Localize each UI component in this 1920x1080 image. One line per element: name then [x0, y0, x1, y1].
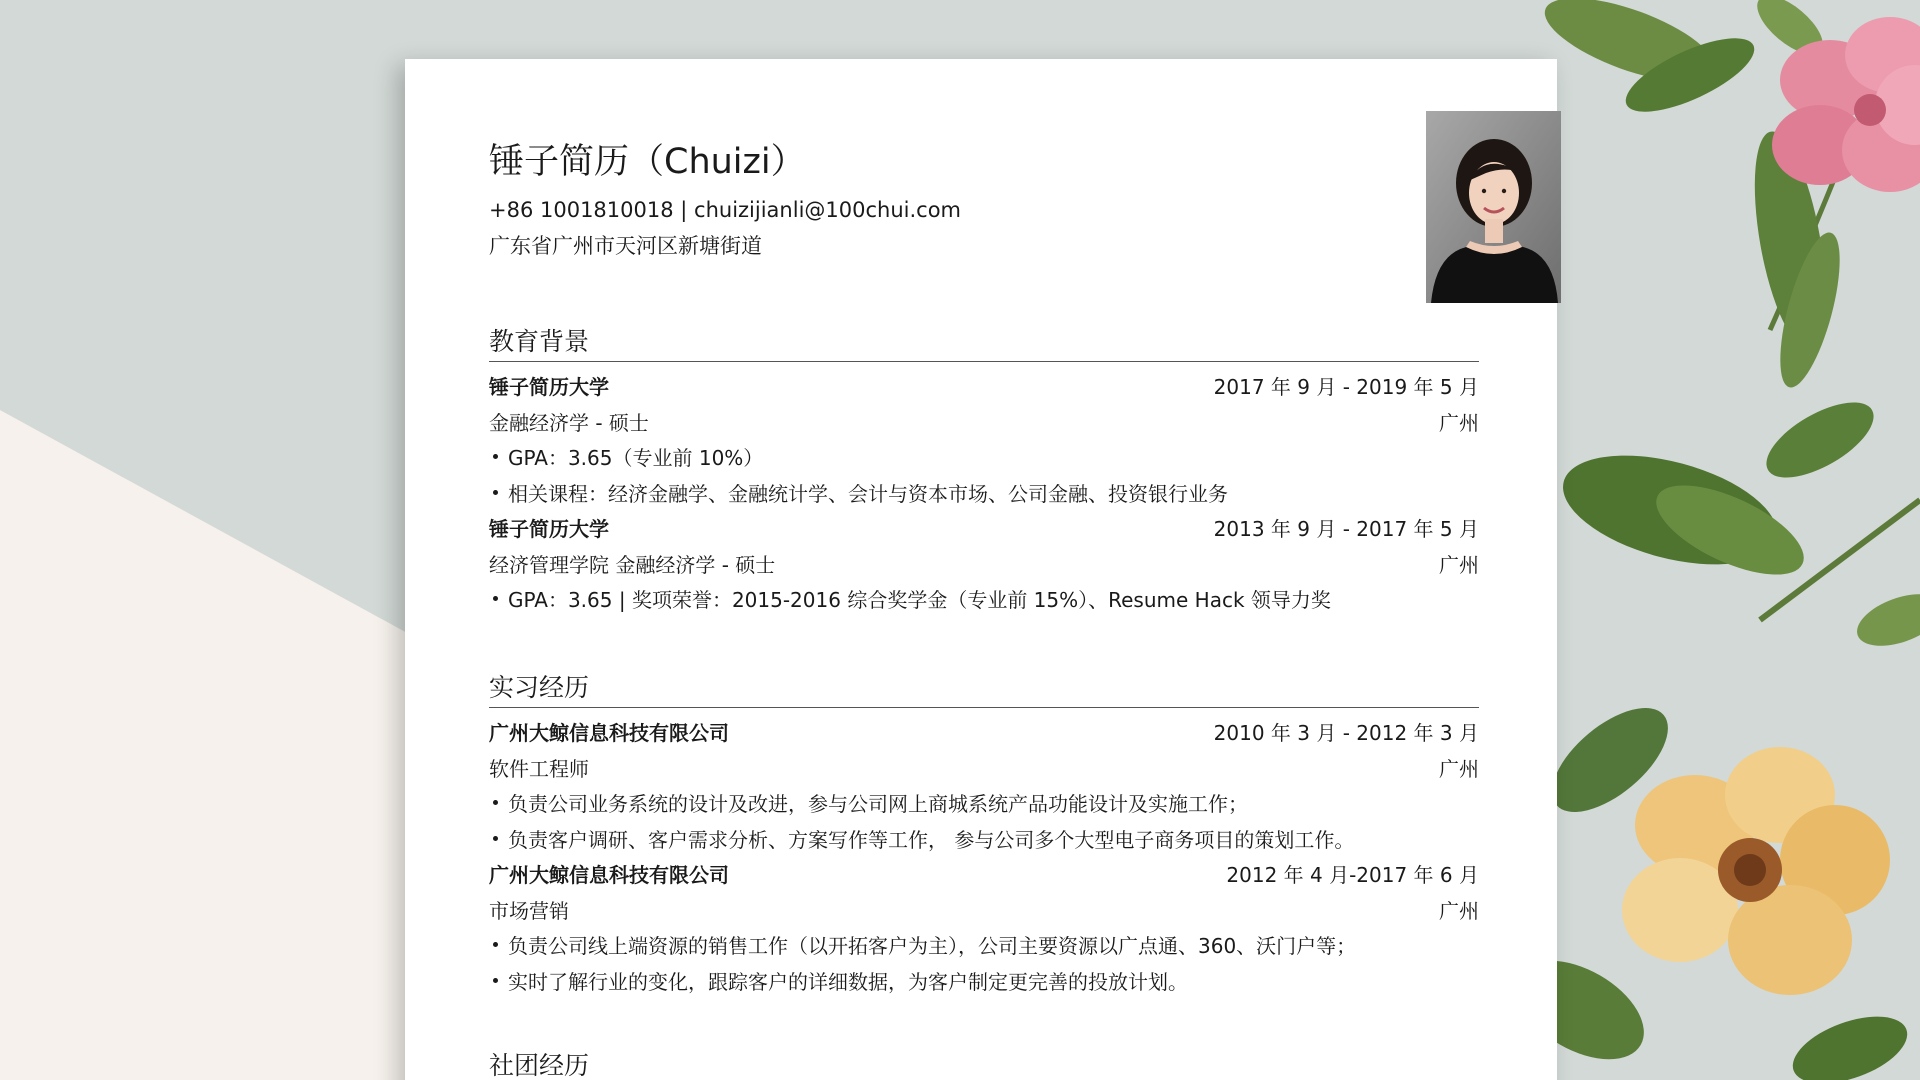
company-name: 广州大鲸信息科技有限公司	[489, 721, 729, 746]
resume-name: 锤子简历（Chuizi）	[489, 142, 806, 182]
school-name: 锤子简历大学	[489, 375, 609, 400]
bullet-text: 相关课程：经济金融学、金融统计学、会计与资本市场、公司金融、投资银行业务	[508, 481, 1228, 506]
bullet-icon	[493, 800, 498, 805]
bullet-icon	[493, 836, 498, 841]
internship-section	[489, 671, 1479, 998]
bullet-icon	[493, 490, 498, 495]
date-range: 2010 年 3 月 - 2012 年 3 月	[1213, 721, 1479, 746]
education-entry-2-header	[489, 510, 1479, 546]
list-item	[489, 963, 1479, 999]
bullet-icon	[493, 596, 498, 601]
job-title: 软件工程师	[489, 756, 589, 781]
bullet-text: 负责公司业务系统的设计及改进，参与公司网上商城系统产品功能设计及实施工作；	[508, 792, 1248, 817]
list-item	[489, 821, 1479, 857]
education-entry-2-detail	[489, 546, 1479, 582]
address-line: 广东省广州市天河区新塘街道	[489, 234, 762, 258]
resume-page	[405, 59, 1557, 1080]
list-item	[489, 927, 1479, 963]
bullet-text: GPA：3.65（专业前 10%）	[508, 446, 764, 471]
location: 广州	[1439, 552, 1479, 577]
bullet-icon	[493, 942, 498, 947]
section-title-education: 教育背景	[489, 325, 1479, 362]
portrait-image	[1426, 111, 1561, 303]
bullet-text: GPA：3.65 | 奖项荣誉：2015-2016 综合奖学金（专业前 15%）、Resume Hack 领导力奖	[508, 588, 1331, 613]
list-item	[489, 439, 1479, 475]
internship-entry-2-header	[489, 856, 1479, 892]
date-range: 2017 年 9 月 - 2019 年 5 月	[1213, 375, 1479, 400]
list-item	[489, 475, 1479, 511]
bullet-text: 实时了解行业的变化，跟踪客户的详细数据，为客户制定更完善的投放计划。	[508, 969, 1188, 994]
club-section	[489, 1049, 1479, 1080]
location: 广州	[1439, 756, 1479, 781]
list-item	[489, 581, 1479, 617]
date-range: 2013 年 9 月 - 2017 年 5 月	[1213, 517, 1479, 542]
bullet-icon	[493, 454, 498, 459]
education-entry-1-header	[489, 368, 1479, 404]
internship-entry-1-detail	[489, 750, 1479, 786]
bullet-icon	[493, 978, 498, 983]
school-name: 锤子简历大学	[489, 517, 609, 542]
degree-detail: 经济管理学院 金融经济学 - 硕士	[489, 552, 776, 577]
education-entry-1-detail	[489, 404, 1479, 440]
education-section	[489, 325, 1479, 617]
location: 广州	[1439, 898, 1479, 923]
floral-decoration	[1520, 0, 1920, 1080]
location: 广州	[1439, 410, 1479, 435]
section-title-club: 社团经历	[489, 1051, 590, 1080]
section-title-internship: 实习经历	[489, 671, 1479, 708]
contact-line: +86 1001810018 | chuizijianli@100chui.com	[489, 198, 962, 222]
profile-photo	[1426, 111, 1561, 303]
degree-detail: 金融经济学 - 硕士	[489, 410, 649, 435]
company-name: 广州大鲸信息科技有限公司	[489, 863, 729, 888]
bullet-text: 负责客户调研、客户需求分析、方案写作等工作， 参与公司多个大型电子商务项目的策划工作。	[508, 827, 1355, 852]
internship-entry-2-detail	[489, 892, 1479, 928]
internship-entry-1-header	[489, 714, 1479, 750]
list-item	[489, 785, 1479, 821]
date-range: 2012 年 4 月-2017 年 6 月	[1226, 863, 1479, 888]
bullet-text: 负责公司线上端资源的销售工作（以开拓客户为主），公司主要资源以广点通、360、沃门户等；	[508, 934, 1357, 959]
job-title: 市场营销	[489, 898, 569, 923]
